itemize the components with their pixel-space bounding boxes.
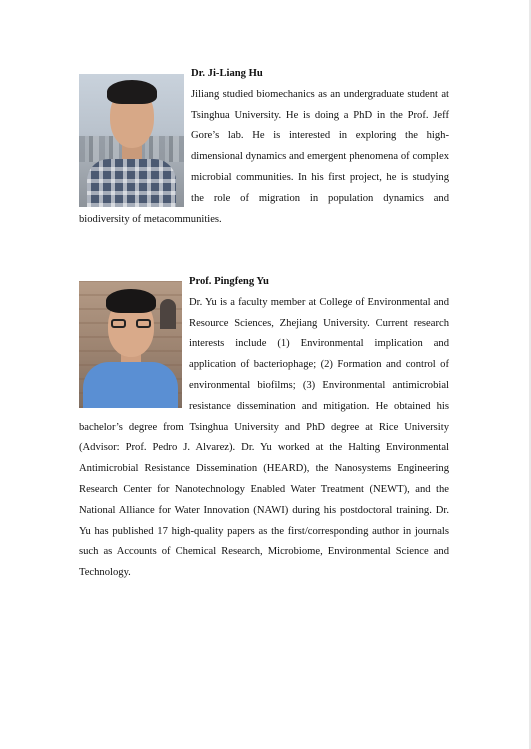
photo-shirt bbox=[83, 362, 178, 408]
photo-window bbox=[160, 299, 176, 329]
portrait-photo-ji-liang-hu bbox=[79, 74, 184, 207]
photo-hair bbox=[107, 80, 157, 104]
profile-ji-liang-hu bbox=[79, 64, 449, 230]
profile-name: Dr. Ji-Liang Hu bbox=[191, 68, 263, 79]
profile-pingfeng-yu bbox=[79, 272, 449, 584]
profile-bio: Jiliang studied biomechanics as an undergraduate student at Tsinghua University. He is doing a PhD in the Prof. Jeff Gore’s lab. He is interested in exploring the high-dimensional dynamics and emergent phenomena of complex microbial communities. In his first project, he is studying the role of migration in population dynamics and biodiversity of metacommunities. bbox=[79, 88, 449, 225]
photo-shirt bbox=[87, 159, 176, 207]
profile-bio: Dr. Yu is a faculty member at College of Environmental and Resource Sciences, Zhejiang University. Current research interests include (1) Environmental implication and application of bacteriophage; (2) Formation and control of environmental biofilms; (3) Environmental antimicrobial resistance dissemination and mitigation. He obtained his bachelor’s degree from Tsinghua University and PhD degree at Rice University (Advisor: Prof. Pedro J. Alvarez). Dr. Yu worked at the Halting Environmental Antimicrobial Resistance Dissemination (HEARD), the Nanosystems Engineering Research Center for Nanotechnology Enabled Water Treatment (NEWT), and the National Alliance for Water Innovation (NAWI) during his postdoctoral training. Dr. Yu has published 17 high-quality papers as the first/corresponding author in journals such as Accounts of Chemical Research, Microbiome, Environmental Science and Technology. bbox=[79, 296, 449, 579]
photo-hair bbox=[106, 289, 156, 313]
photo-glasses bbox=[111, 319, 151, 329]
portrait-photo-pingfeng-yu bbox=[79, 281, 182, 408]
profile-name: Prof. Pingfeng Yu bbox=[189, 276, 269, 287]
